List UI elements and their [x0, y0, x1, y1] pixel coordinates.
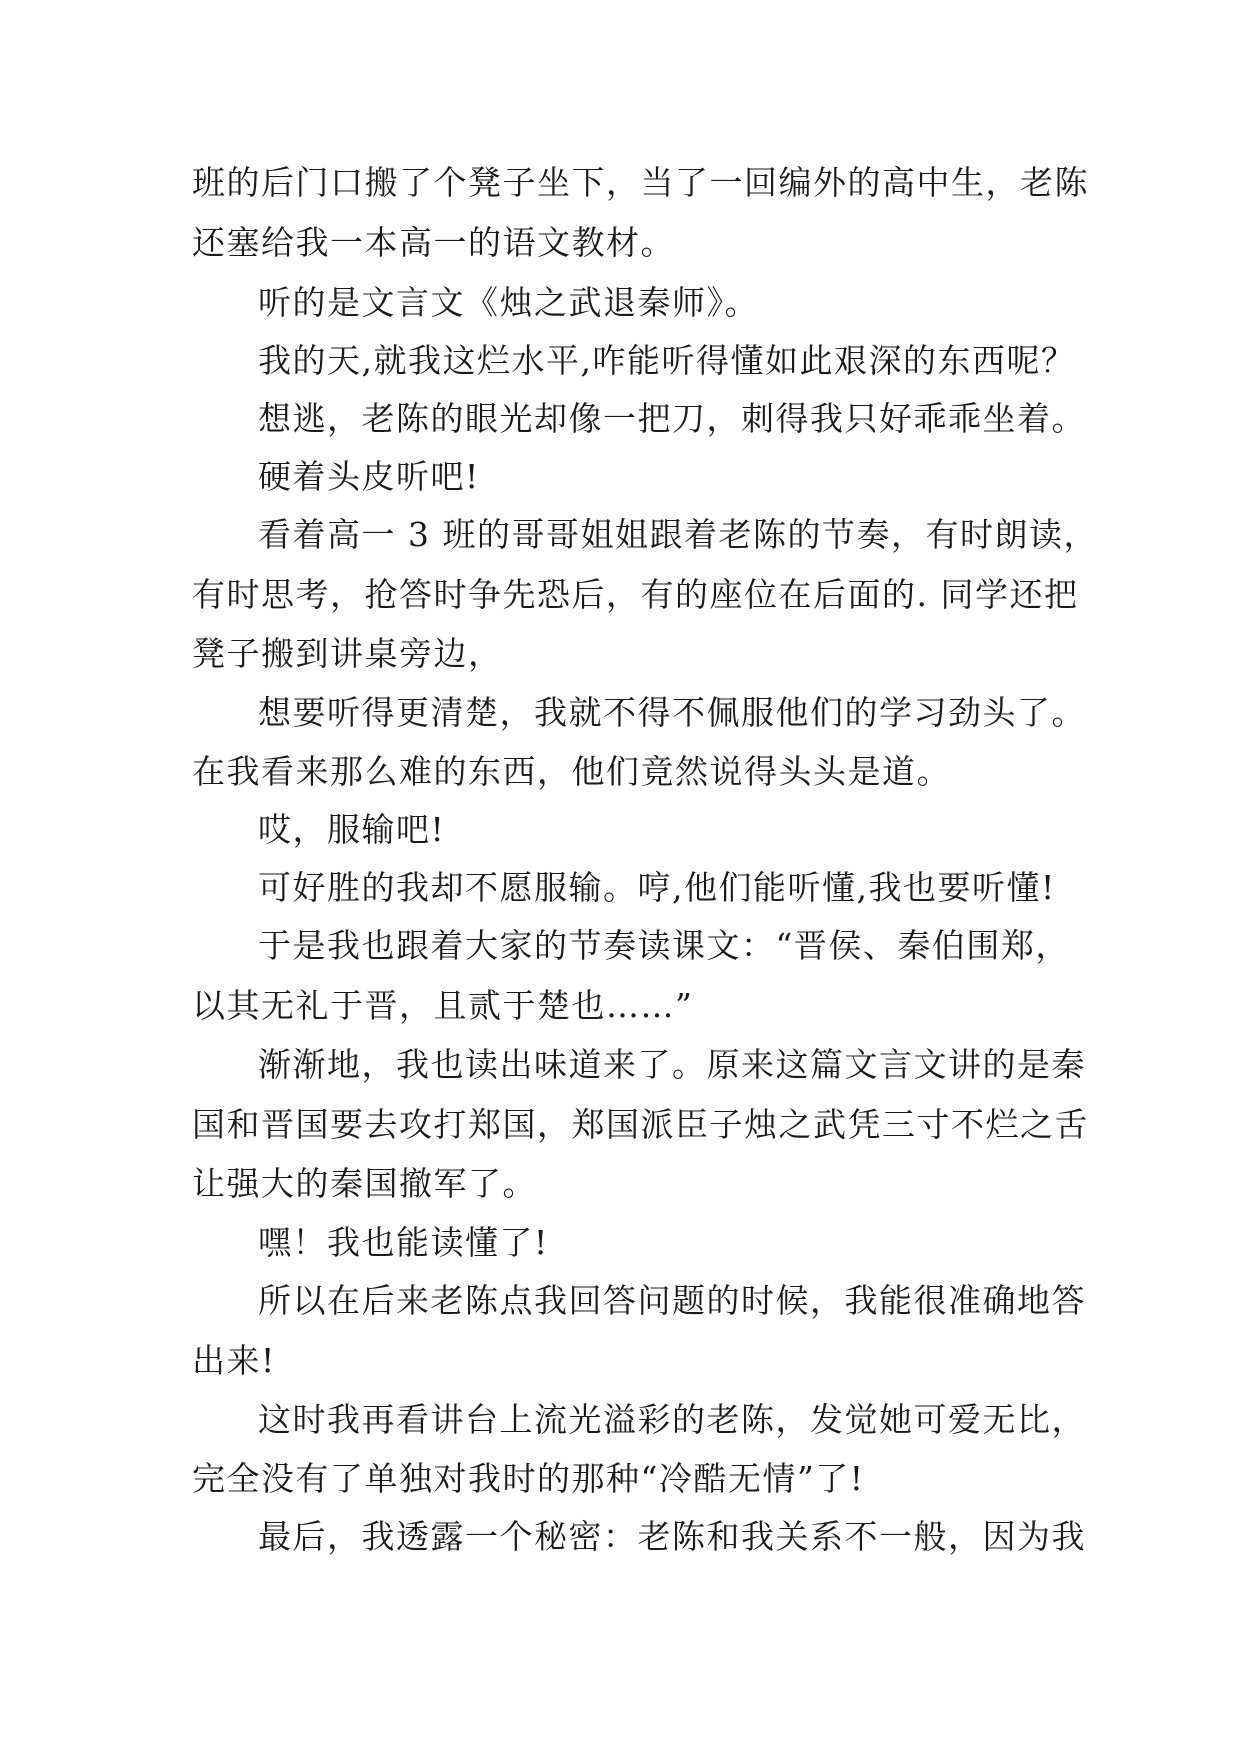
- text-line: 有时思考，抢答时争先恐后，有的座位在后面的. 同学还把: [192, 575, 1079, 614]
- text-line: 渐渐地，我也读出味道来了。原来这篇文言文讲的是秦: [258, 1045, 1086, 1084]
- text-line: 嘿！我也能读懂了!: [258, 1223, 549, 1262]
- text-line: 出来!: [192, 1341, 276, 1380]
- text-line: 硬着头皮听吧!: [258, 457, 480, 496]
- text-line: 在我看来那么难的东西，他们竟然说得头头是道。: [192, 752, 951, 791]
- text-line: 想逃，老陈的眼光却像一把刀，刺得我只好乖乖坐着。: [258, 399, 1086, 438]
- text-line: 班的后门口搬了个凳子坐下，当了一回编外的高中生，老陈: [192, 163, 1089, 202]
- text-line: 以其无礼于晋，且贰于楚也……”: [192, 986, 694, 1025]
- text-line: 让强大的秦国撤军了。: [192, 1164, 537, 1203]
- text-line: 最后，我透露一个秘密：老陈和我关系不一般，因为我: [258, 1517, 1086, 1556]
- text-line: 于是我也跟着大家的节奏读课文：“晋侯、秦伯围郑，: [258, 926, 1070, 965]
- text-line: 所以在后来老陈点我回答问题的时候，我能很准确地答: [258, 1281, 1086, 1320]
- text-line: 我的天,就我这烂水平,咋能听得懂如此艰深的东西呢？: [258, 341, 1076, 380]
- text-line: 听的是文言文《烛之武退秦师》。: [258, 283, 759, 322]
- text-line: 哎，服输吧!: [258, 810, 446, 849]
- text-line: 看着高一 3 班的哥哥姐姐跟着老陈的节奏，有时朗读，: [258, 515, 1098, 554]
- text-line: 国和晋国要去攻打郑国，郑国派臣子烛之武凭三寸不烂之舌: [192, 1105, 1089, 1144]
- text-line: 凳子搬到讲桌旁边，: [192, 634, 503, 673]
- text-line: 可好胜的我却不愿服输。哼,他们能听懂,我也要听懂!: [258, 868, 1056, 907]
- text-line: 完全没有了单独对我时的那种“冷酷无情”了!: [192, 1459, 865, 1498]
- text-line: 这时我再看讲台上流光溢彩的老陈，发觉她可爱无比，: [258, 1400, 1086, 1439]
- text-line: 想要听得更清楚，我就不得不佩服他们的学习劲头了。: [258, 693, 1086, 732]
- text-line: 还塞给我一本高一的语文教材。: [192, 223, 675, 262]
